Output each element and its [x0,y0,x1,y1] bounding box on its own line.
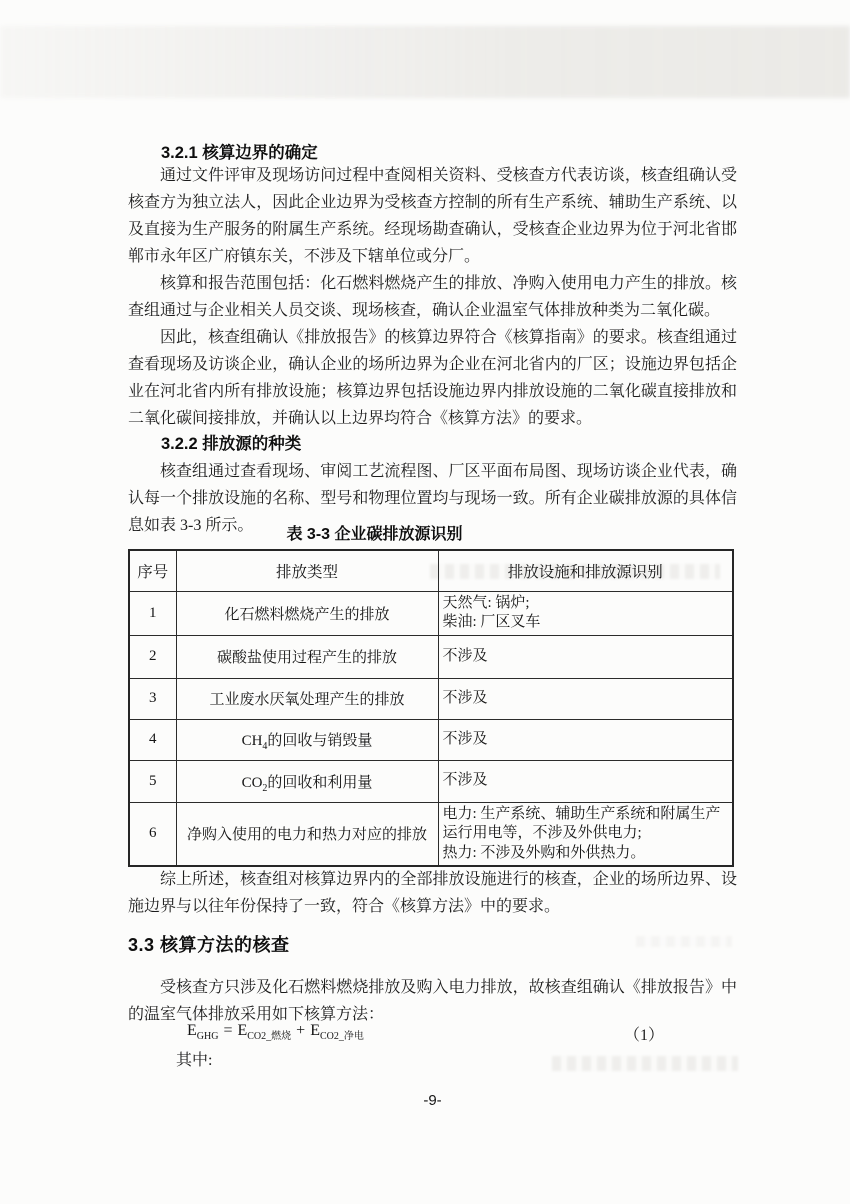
emission-type-cell: $CO_2$的回收和利用量 [176,760,438,802]
paragraph-table-conclusion: 综上所述，核查组对核算边界内的全部排放设施进行的核查，企业的场所边界、设施边界与以往年份保持了一致，符合《核算方法》中的要求。 [128,871,737,915]
emission-source-table [128,549,734,867]
row-no: 6 [129,802,176,866]
formula-number: （1） [624,1027,665,1044]
paragraph-emission-sources: 核查组通过查看现场、审阅工艺流程图、厂区平面布局图、现场访谈企业代表，确认每一个排放设施的名称、型号和物理位置均与现场一致。所有企业碳排放源的具体信息如表 3-3 所示。 [128,463,737,534]
scan-artifact [552,1056,738,1071]
table-row [129,591,733,635]
section-heading-3-3: 3.3 核算方法的核查 [128,935,290,955]
table-row [129,802,733,866]
emission-type-cell: 工业废水厌氧处理产生的排放 [176,678,438,719]
table-row [129,678,733,719]
emission-source-cell: 电力: 生产系统、辅助生产系统和附属生产运行用电等，不涉及外供电力; 热力: 不涉及外购和外供热力。 [438,802,733,866]
row-no: 1 [129,591,176,635]
scan-noise-band [0,26,850,98]
table-row [129,760,733,802]
page-number: -9- [423,1092,442,1109]
paragraph-boundary-determination: 通过文件评审及现场访问过程中查阅相关资料、受核查方代表访谈，核查组确认受核查方为独立法人，因此企业边界为受核查方控制的所有生产系统、辅助生产系统、以及直接为生产服务的附属生产系统。经现场勘查确认，受核查企业边界为位于河北省邯郸市永年区广府镇东关，不涉及下辖单位或分厂。 [128,167,737,265]
emission-type-cell: 净购入使用的电力和热力对应的排放 [176,802,438,866]
ghg-formula: $E_{GHG} = E_{CO2\_燃烧} + E_{CO2\_净电}$ [187,1022,364,1043]
header-排放设施和排放源识别: 排放设施和排放源识别 [438,550,733,591]
emission-source-cell: 天然气: 锅炉; 柴油: 厂区叉车 [438,591,733,635]
emission-source-cell: 不涉及 [438,760,733,802]
emission-type-cell: 化石燃料燃烧产生的排放 [176,591,438,635]
section-heading-3-2-2: 3.2.2 排放源的种类 [161,435,302,453]
section-heading-3-2-1: 3.2.1 核算边界的确定 [161,144,318,162]
header-排放类型: 排放类型 [176,550,438,591]
paragraph-boundary-confirmation: 因此，核查组确认《排放报告》的核算边界符合《核算指南》的要求。核查组通过查看现场及访谈企业，确认企业的场所边界为企业在河北省内的厂区；设施边界包括企业在河北省内所有排放设施；核算边界包括设施边界内排放设施的二氧化碳直接排放和二氧化碳间接排放，并确认以上边界均符合《核算方法》的要求。 [128,329,737,427]
table-title: 表 3-3 企业碳排放源识别 [286,526,463,543]
row-no: 2 [129,635,176,678]
emission-type-cell: $CH_4$的回收与销毁量 [176,719,438,760]
where-label: 其中: [176,1052,213,1069]
row-no: 5 [129,760,176,802]
header-序号: 序号 [129,550,176,591]
row-no: 3 [129,678,176,719]
table-row [129,719,733,760]
table-header-row [129,550,733,591]
table-row [129,635,733,678]
emission-source-cell: 不涉及 [438,719,733,760]
emission-source-cell: 不涉及 [438,635,733,678]
row-no: 4 [129,719,176,760]
emission-source-cell: 不涉及 [438,678,733,719]
emission-type-cell: 碳酸盐使用过程产生的排放 [176,635,438,678]
paragraph-report-scope: 核算和报告范围包括：化石燃料燃烧产生的排放、净购入使用电力产生的排放。核查组通过与企业相关人员交谈、现场核查，确认企业温室气体排放种类为二氧化碳。 [128,275,737,319]
paragraph-method-verification: 受核查方只涉及化石燃料燃烧排放及购入电力排放，故核查组确认《排放报告》中的温室气体排放采用如下核算方法： [128,979,737,1023]
